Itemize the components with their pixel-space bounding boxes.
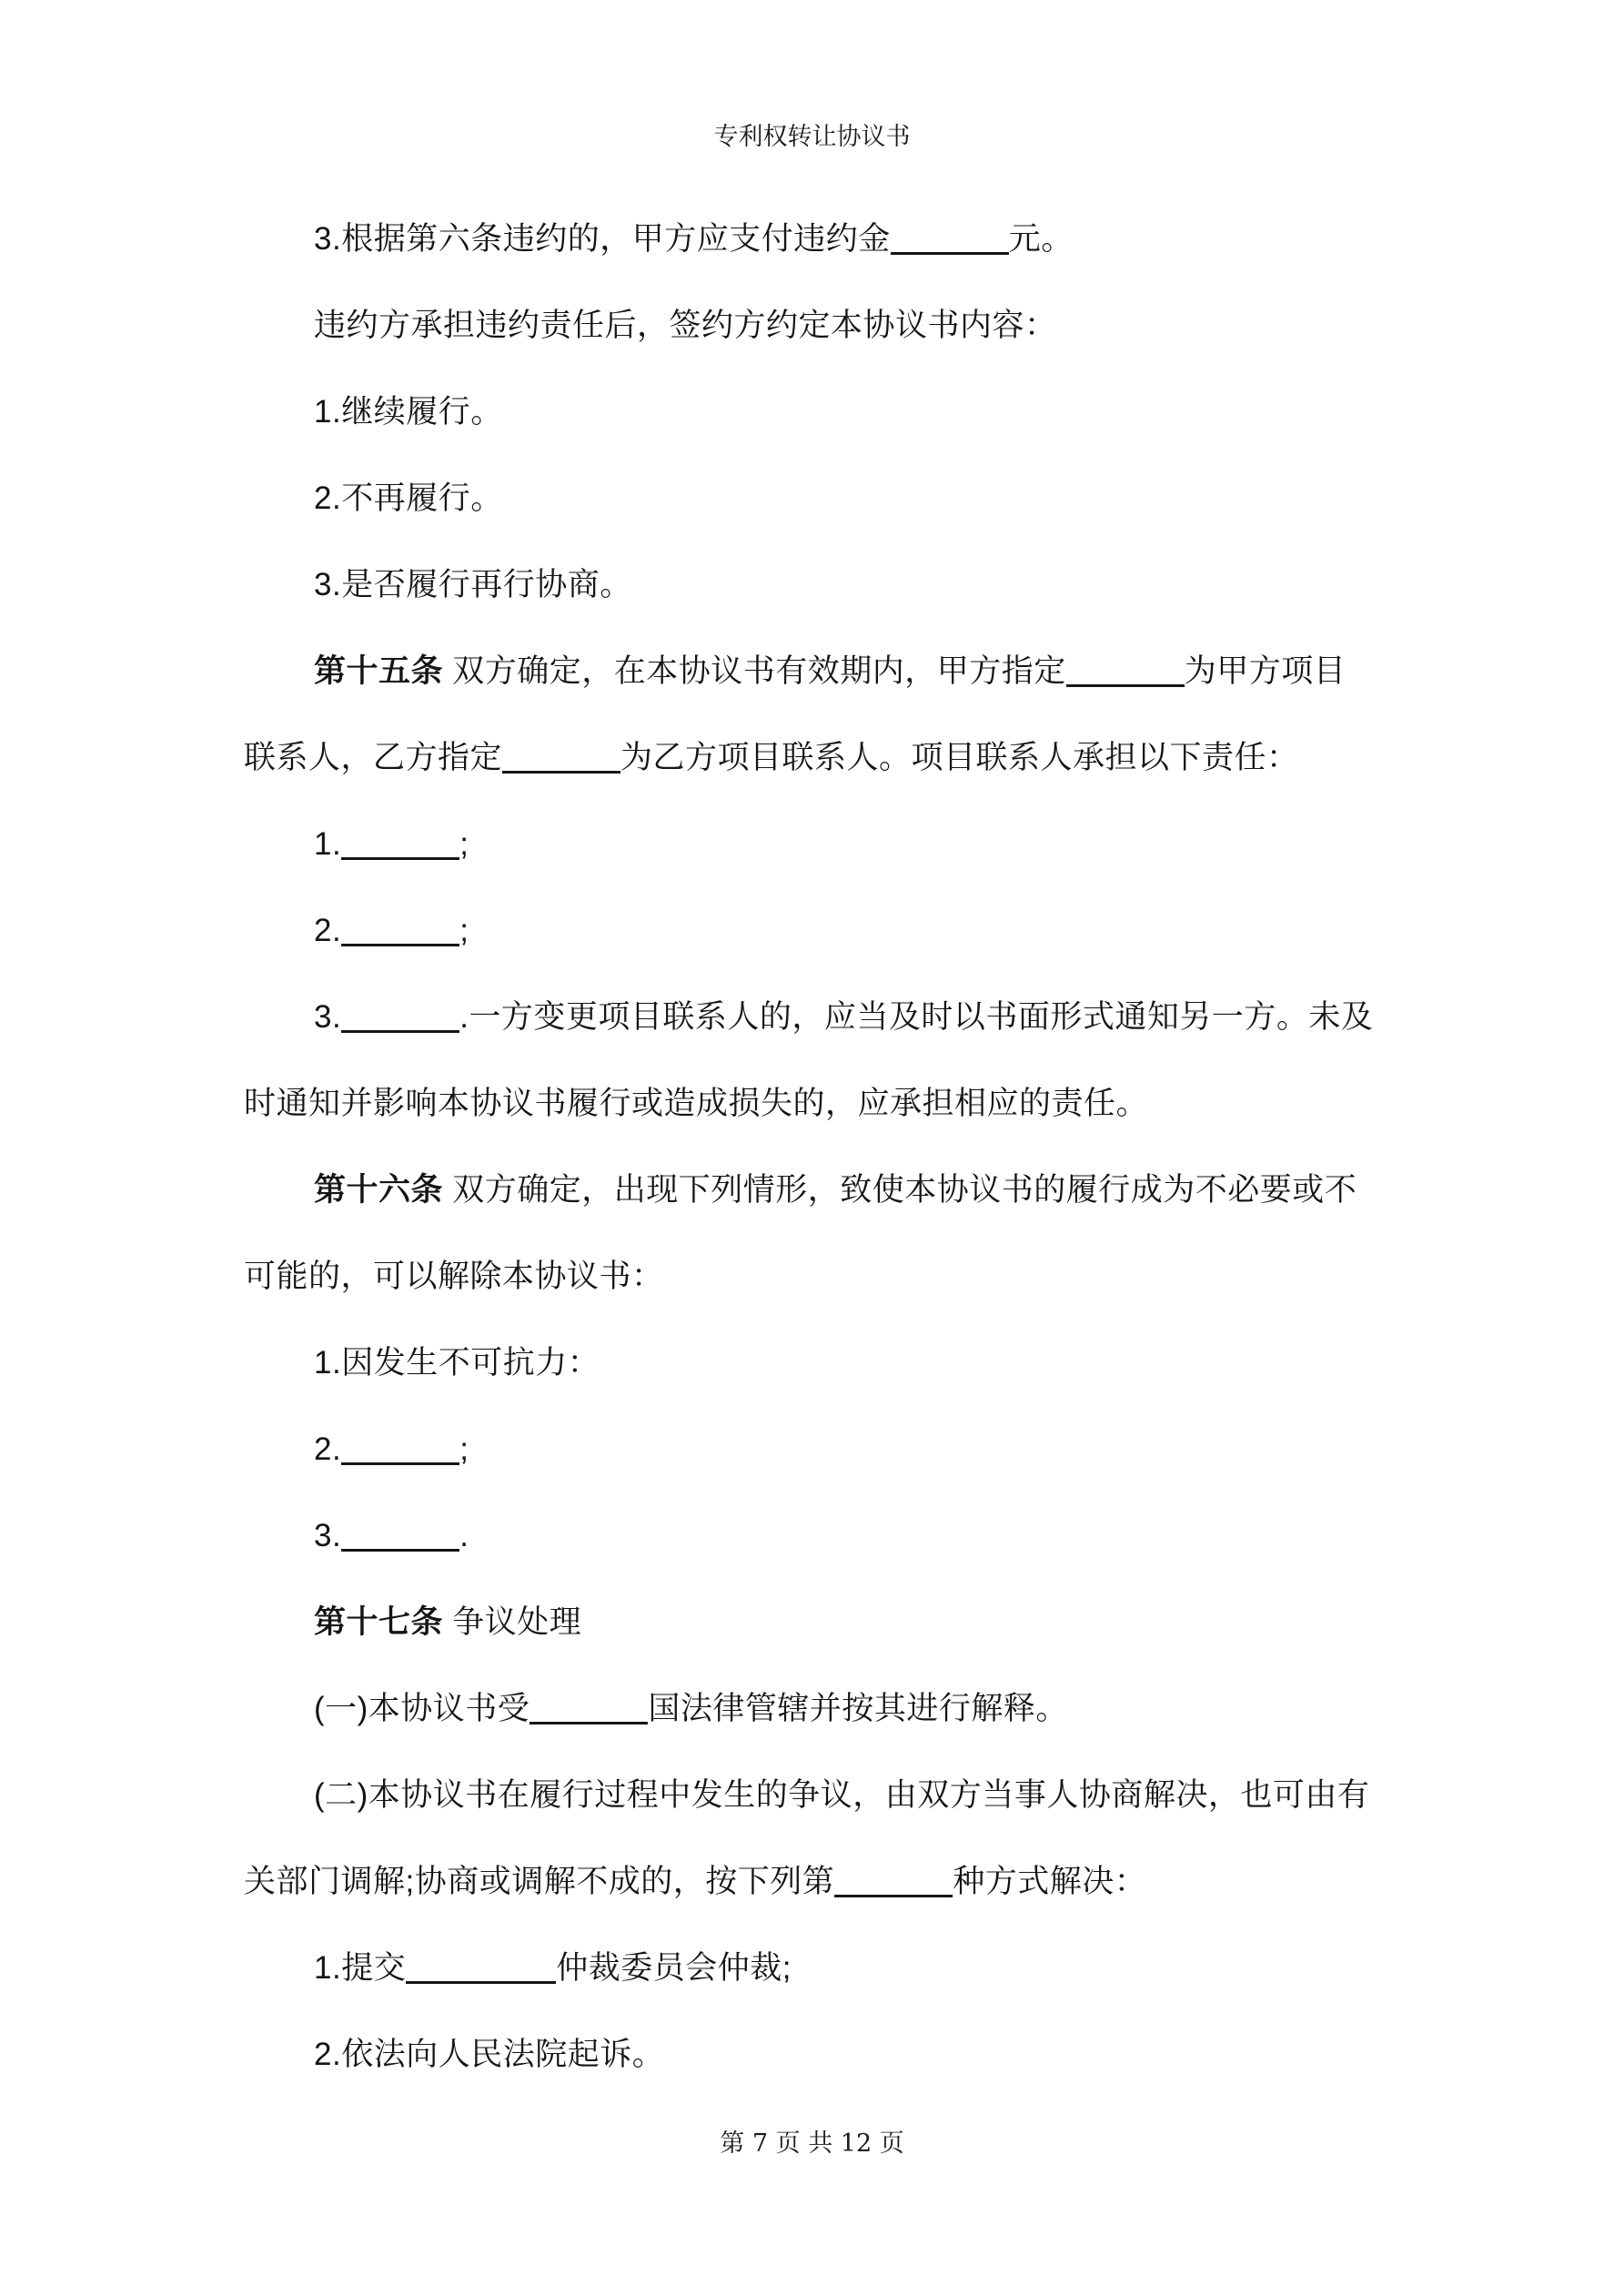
document-line (244, 628, 1413, 714)
fill-in-blank (406, 1977, 556, 1984)
document-line (244, 1492, 1413, 1579)
text-run: 3. (314, 999, 342, 1035)
document-line (244, 1838, 1413, 1925)
text-run: ; (459, 826, 469, 862)
fill-in-blank (1066, 680, 1185, 687)
document-line (244, 282, 1413, 369)
text-run: 关部门调解;协商或调解不成的，按下列第 (244, 1864, 835, 1899)
text-run: ; (459, 913, 469, 948)
document-line (244, 1925, 1413, 2011)
text-run: (二)本协议书在履行过程中发生的争议，由双方当事人协商解决，也可由有 (314, 1777, 1370, 1813)
document-line (244, 1233, 1413, 1320)
page-number: 第 7 页 共 12 页 (720, 2129, 904, 2158)
fill-in-blank (341, 1544, 459, 1552)
document-line (244, 1147, 1413, 1233)
text-run: ; (459, 1431, 469, 1467)
document-line (244, 541, 1413, 628)
document-line (244, 1320, 1413, 1406)
text-run: 1. (314, 826, 342, 862)
text-run: 为乙方项目联系人。项目联系人承担以下责任： (620, 740, 1299, 775)
text-run: 联系人，乙方指定 (244, 740, 503, 775)
fill-in-blank (502, 766, 620, 774)
document-line (244, 801, 1413, 887)
text-run: . (459, 1518, 469, 1553)
text-run: 可能的，可以解除本协议书： (244, 1259, 664, 1294)
text-run: 2.不再履行。 (314, 480, 503, 516)
text-run: 1.提交 (314, 1950, 407, 1986)
document-line (244, 974, 1413, 1060)
text-run: 2. (314, 1431, 342, 1467)
fill-in-blank (341, 1458, 459, 1465)
document-line (244, 1406, 1413, 1492)
text-run: 1.继续履行。 (314, 394, 503, 430)
text-run: 3.根据第六条违约的，甲方应支付违约金 (314, 221, 891, 257)
document-line (244, 714, 1413, 801)
text-run: 元。 (1008, 221, 1074, 257)
clause-heading: 第十七条 (314, 1604, 444, 1640)
text-run: 2.依法向人民法院起诉。 (314, 2037, 665, 2072)
text-run: 违约方承担违约责任后，签约方约定本协议书内容： (314, 308, 1057, 343)
text-run: 1.因发生不可抗力： (314, 1345, 600, 1381)
fill-in-blank (891, 248, 1009, 255)
text-run: 双方确定，在本协议书有效期内，甲方指定 (443, 653, 1066, 689)
clause-heading: 第十六条 (314, 1172, 444, 1208)
document-line (244, 887, 1413, 974)
fill-in-blank (834, 1890, 953, 1897)
text-run: 时通知并影响本协议书履行或造成损失的，应承担相应的责任。 (244, 1086, 1149, 1121)
document-line (244, 1579, 1413, 1665)
text-run: (一)本协议书受 (314, 1691, 530, 1726)
document-line (244, 1752, 1413, 1838)
text-run: 仲裁委员会仲裁; (556, 1950, 792, 1986)
text-run: 3.是否履行再行协商。 (314, 567, 632, 602)
text-run: 种方式解决： (953, 1864, 1147, 1899)
clause-heading: 第十五条 (314, 653, 444, 689)
text-run: 2. (314, 913, 342, 948)
document-line (244, 369, 1413, 455)
text-run: 3. (314, 1518, 342, 1553)
fill-in-blank (341, 853, 459, 860)
text-run: .一方变更项目联系人的，应当及时以书面形式通知另一方。未及 (459, 999, 1374, 1035)
document-line (244, 1060, 1413, 1147)
text-run: 争议处理 (443, 1604, 582, 1640)
document-line (244, 1665, 1413, 1752)
document-line (244, 455, 1413, 541)
fill-in-blank (341, 1026, 459, 1033)
page-title: 专利权转让协议书 (713, 123, 911, 151)
text-run: 为甲方项目 (1184, 653, 1347, 689)
fill-in-blank (341, 939, 459, 946)
document-body (244, 196, 1413, 2098)
text-run: 国法律管辖并按其进行解释。 (648, 1691, 1068, 1726)
text-run: 双方确定，出现下列情形，致使本协议书的履行成为不必要或不 (443, 1172, 1357, 1208)
document-line (244, 2011, 1413, 2098)
document-line (244, 196, 1413, 282)
fill-in-blank (530, 1717, 648, 1725)
